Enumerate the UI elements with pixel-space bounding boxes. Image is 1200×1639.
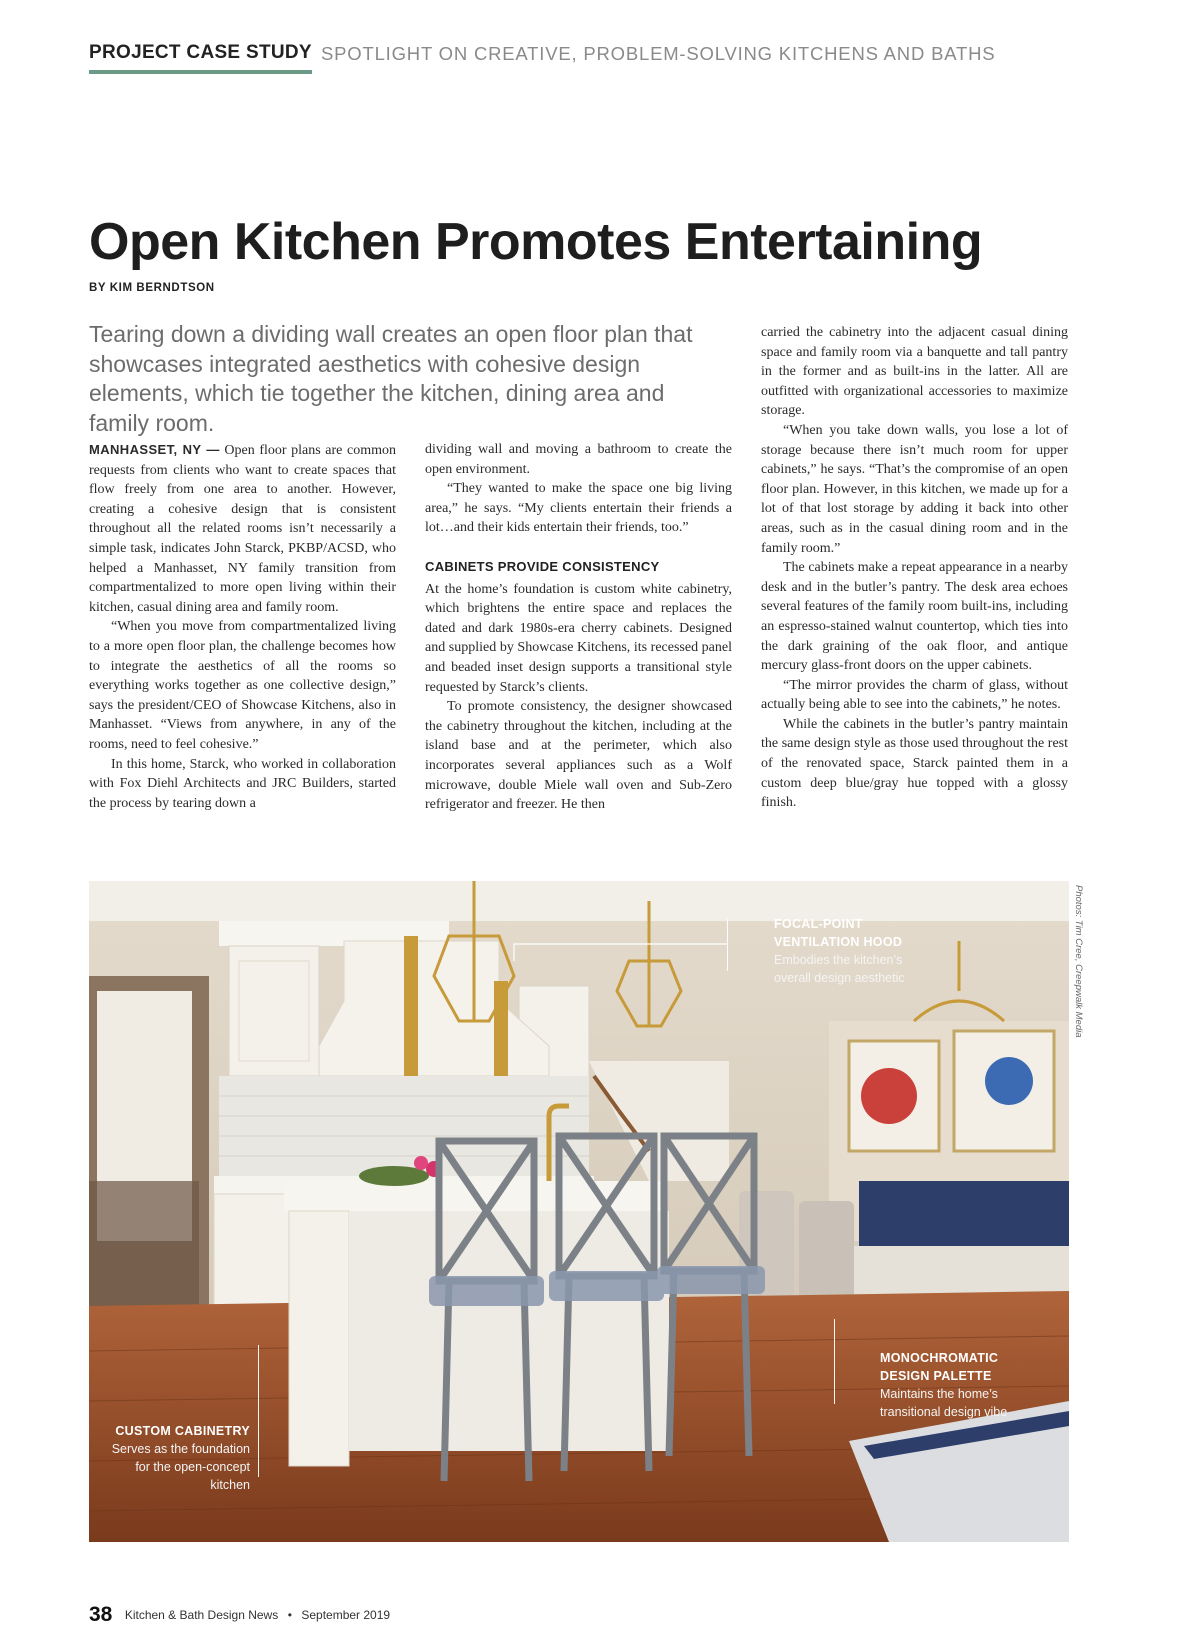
callout-leader-line bbox=[258, 1345, 259, 1477]
paragraph: dividing wall and moving a bathroom to create the open environment. bbox=[425, 442, 732, 477]
publication-name: Kitchen & Bath Design News bbox=[124, 1608, 279, 1622]
dateline: MANHASSET, NY — bbox=[89, 442, 220, 457]
photo-credit: Photos: Tim Cree, Creepwalk Media bbox=[1073, 885, 1084, 1038]
callout-description: Maintains the home’s bbox=[880, 1387, 998, 1401]
callout-title: FOCAL-POINT bbox=[774, 917, 863, 931]
callout-title: CUSTOM CABINETRY bbox=[115, 1424, 250, 1438]
article-column-1 bbox=[89, 440, 396, 813]
article-column-3 bbox=[761, 323, 1068, 813]
article-byline: BY KIM BERNDTSON bbox=[89, 282, 215, 294]
callout-monochromatic-palette bbox=[880, 1349, 1080, 1421]
paragraph-text: Open floor plans are common requests from clients who want to create spaces that flow freely from one area to another. However, creating a cohesive design that is consistent throughout all the related rooms isn’t necessarily a simple task, indicates John Starck, PKBP/ACSD, who helped a Manhasset, NY family transition from compartmentalized to more open living within their kitchen, casual dining area and family room. bbox=[89, 443, 396, 615]
callout-title: DESIGN PALETTE bbox=[880, 1369, 992, 1383]
article-headline: Open Kitchen Promotes Entertaining bbox=[89, 213, 983, 271]
callout-description: Serves as the foundation bbox=[111, 1442, 250, 1456]
callout-ventilation-hood bbox=[774, 915, 974, 987]
paragraph bbox=[89, 440, 396, 617]
footer-separator: • bbox=[287, 1608, 292, 1622]
callout-description: Embodies the kitchen’s bbox=[774, 953, 903, 967]
paragraph: “When you take down walls, you lose a lot of storage because there isn’t much room for upper cabinets,” he says. “That’s the compromise of an open floor plan. However, in this kitchen, we made up for a lot of that lost storage by adding it back into other areas, such as in the casual dining room and in the family room.” bbox=[761, 422, 1068, 556]
callout-description: for the open-concept bbox=[135, 1460, 250, 1474]
issue-date: September 2019 bbox=[301, 1608, 391, 1622]
callout-description: kitchen bbox=[210, 1478, 250, 1492]
callout-description: overall design aesthetic bbox=[774, 971, 905, 985]
subhead: CABINETS PROVIDE CONSISTENCY bbox=[425, 558, 660, 574]
paragraph: To promote consistency, the designer showcased the cabinetry throughout the kitchen, including at the island base and at the perimeter, which also incorporates several appliances such as a Wolf microwave, double Miele wall oven and Sub-Zero refrigerator and freezer. He then bbox=[425, 699, 732, 813]
article-dek: Tearing down a dividing wall creates an open floor plan that showcases integrated aesthetics with cohesive design elements, which tie together the kitchen, dining area and family room. bbox=[89, 321, 693, 436]
callout-leader-line bbox=[834, 1319, 835, 1404]
callout-custom-cabinetry bbox=[100, 1422, 250, 1494]
paragraph: The cabinets make a repeat appearance in a nearby desk and in the butler’s pantry. The desk area echoes several features of the family room built-ins, including an espresso-stained walnut countertop, which ties into the dark graining of the oak floor, and antique mercury glass-front doors on the upper cabinets. bbox=[761, 560, 1068, 674]
paragraph: carried the cabinetry into the adjacent casual dining space and family room via a banquette and tall pantry in the former and as built-ins in the latter. All are outfitted with organizational accessories to maximize storage. bbox=[761, 325, 1068, 419]
callout-title: MONOCHROMATIC bbox=[880, 1351, 999, 1365]
paragraph: At the home’s foundation is custom white cabinetry, which brightens the entire space and replaces the dated and dark 1980s-era cherry cabinets. Designed and supplied by Showcase Kitchens, its recessed panel and beaded inset design supports a transitional style requested by Starck’s clients. bbox=[425, 581, 732, 695]
section-label: PROJECT CASE STUDY bbox=[89, 42, 312, 74]
paragraph: “They wanted to make the space one big living area,” he says. “My clients entertain their friends a lot…and their kids entertain their friends, too.” bbox=[425, 481, 732, 536]
callout-leader-line bbox=[727, 919, 728, 971]
page-header bbox=[89, 40, 1129, 76]
paragraph: In this home, Starck, who worked in collaboration with Fox Diehl Architects and JRC Builders, started the process by tearing down a bbox=[89, 756, 396, 811]
paragraph: While the cabinets in the butler’s pantry maintain the same design style as those used throughout the rest of the renovated space, Starck painted them in a custom deep blue/gray hue topped with a glossy finish. bbox=[761, 716, 1068, 811]
article-column-2 bbox=[425, 440, 732, 815]
callout-description: transitional design vibe bbox=[880, 1405, 1008, 1419]
page-number: 38 bbox=[89, 1603, 113, 1626]
callout-title: VENTILATION HOOD bbox=[774, 935, 903, 949]
page-footer bbox=[89, 1603, 390, 1627]
section-tagline: SPOTLIGHT ON CREATIVE, PROBLEM-SOLVING KITCHENS AND BATHS bbox=[321, 43, 996, 64]
paragraph: “When you move from compartmentalized living to a more open floor plan, the challenge becomes how to integrate the aesthetics of all the rooms so everything works together as one collective design,” says the president/CEO of Showcase Kitchens, also in Manhasset. “Views from anywhere, in any of the rooms, need to feel cohesive.” bbox=[89, 619, 396, 752]
paragraph: “The mirror provides the charm of glass, without actually being able to see into the cabinets,” he notes. bbox=[761, 677, 1068, 713]
